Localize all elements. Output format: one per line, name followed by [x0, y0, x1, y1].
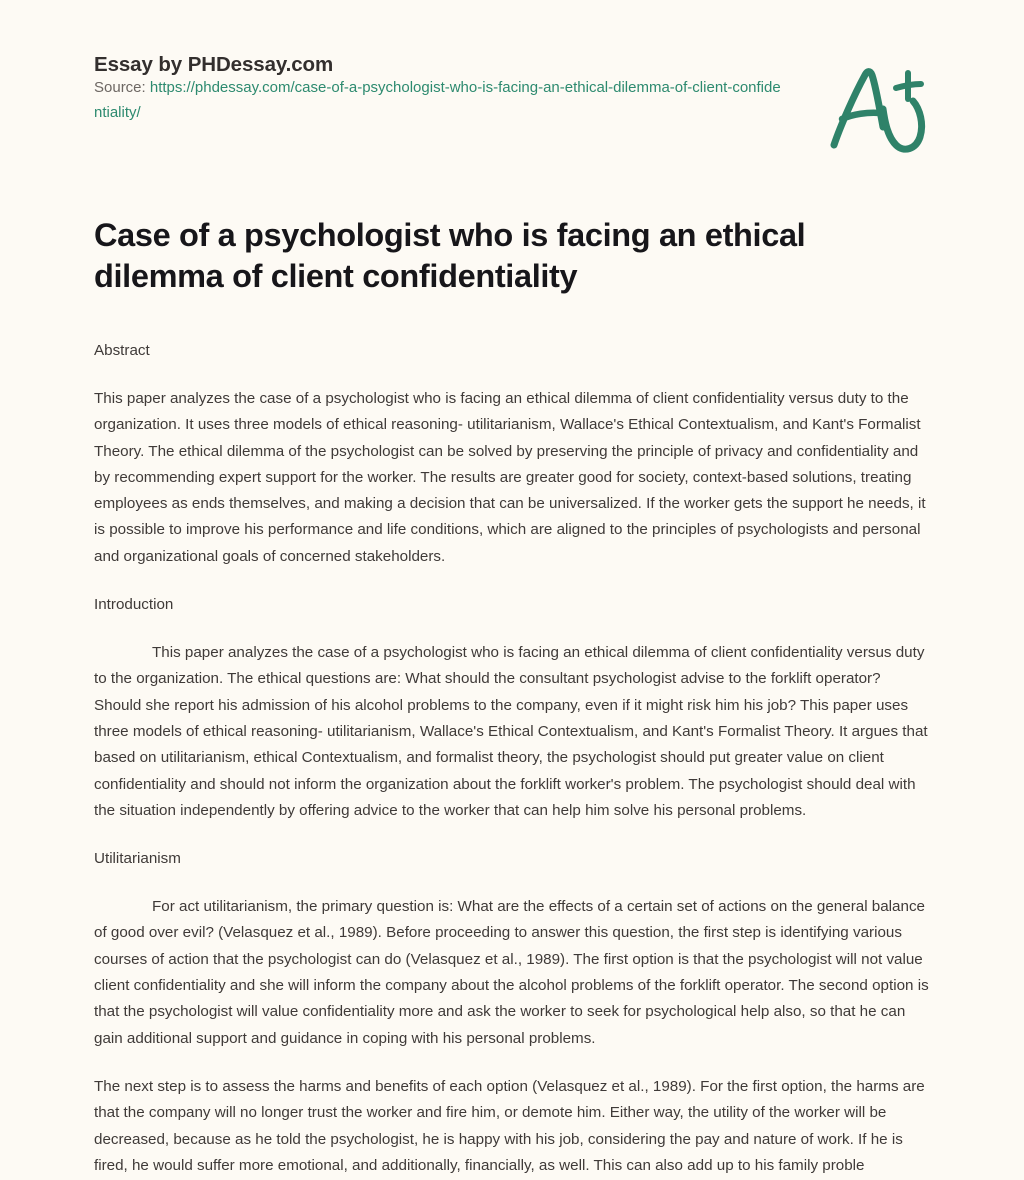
section-heading: Utilitarianism: [94, 850, 181, 868]
essay-body: [94, 338, 930, 1179]
a-plus-logo-icon: [820, 61, 938, 157]
section-abstract: [94, 338, 930, 570]
site-title: Essay by PHDessay.com: [94, 53, 334, 76]
section-heading: Abstract: [94, 342, 150, 359]
source-url-link[interactable]: https://phdessay.com/case-of-a-psychologist-who-is-facing-an-ethical-dilemma-of-client-confidentiality/: [94, 79, 781, 121]
paragraph: For act utilitarianism, the primary question is: What are the effects of a certain set of actions on the general balance of good over evil? (Velasquez et al., 1989). Before proceeding to answer this question, the first step is identifying various courses of action that the psychologist can do (Velasquez et al., 1989). The first option is that the psychologist will not value client confidentiality and she will inform the company about the alcohol problems of the forklift operator. The second option is that the psychologist will value confidentiality more and ask the worker to seek for psychological help also, so that he can gain additional support and guidance in coping with his personal problems.: [94, 898, 929, 1047]
paragraph-truncated: The next step is to assess the harms and benefits of each option (Velasquez et al., 1989). For the first option, the harms are that the company will no longer trust the worker and fire him, or demote him. Either way, the utility of the worker will be decreased, because as he told the psychologist, he is happy with his job, considering the pay and nature of work. If he is fired, he would suffer more emotional, and additionally, financially, as well. This can also add up to his family proble: [94, 1077, 925, 1174]
source-label: Source:: [94, 79, 146, 96]
paragraph: This paper analyzes the case of a psychologist who is facing an ethical dilemma of client confidentiality versus duty to the organization. The ethical questions are: What should the consultant psychologist advise to the forklift operator? Should she report his admission of his alcohol problems to the company, even if it might risk him his job? This paper uses three models of ethical reasoning- utilitarianism, Wallace's Ethical Contextualism, and Kant's Formalist Theory. It argues that based on utilitarianism, ethical Contextualism, and formalist theory, the psychologist should put greater value on client confidentiality and should not inform the organization about the forklift worker's problem. The psychologist should deal with the situation independently by offering advice to the worker that can help him solve his personal problems.: [94, 644, 928, 819]
section-utilitarianism: [94, 846, 930, 1179]
page-title: Case of a psychologist who is facing an ethical dilemma of client confidentiality: [94, 217, 806, 294]
paragraph: This paper analyzes the case of a psychologist who is facing an ethical dilemma of client confidentiality versus duty to the organization. It uses three models of ethical reasoning- utilitarianism, Wallace's Ethical Contextualism, and Kant's Formalist Theory. The ethical dilemma of the psychologist can be solved by preserving the principle of privacy and confidentiality and by recommending expert support for the worker. The results are greater good for society, context-based solutions, treating employees as ends themselves, and making a decision that can be universalized. If the worker gets the support he needs, it is possible to improve his performance and life conditions, which are aligned to the principles of psychologists and personal and organizational goals of concerned stakeholders.: [94, 390, 926, 565]
section-introduction: [94, 592, 930, 824]
source-line: [94, 75, 784, 125]
masthead: [94, 0, 930, 76]
section-heading: Introduction: [94, 596, 174, 614]
source-row: [94, 75, 930, 149]
